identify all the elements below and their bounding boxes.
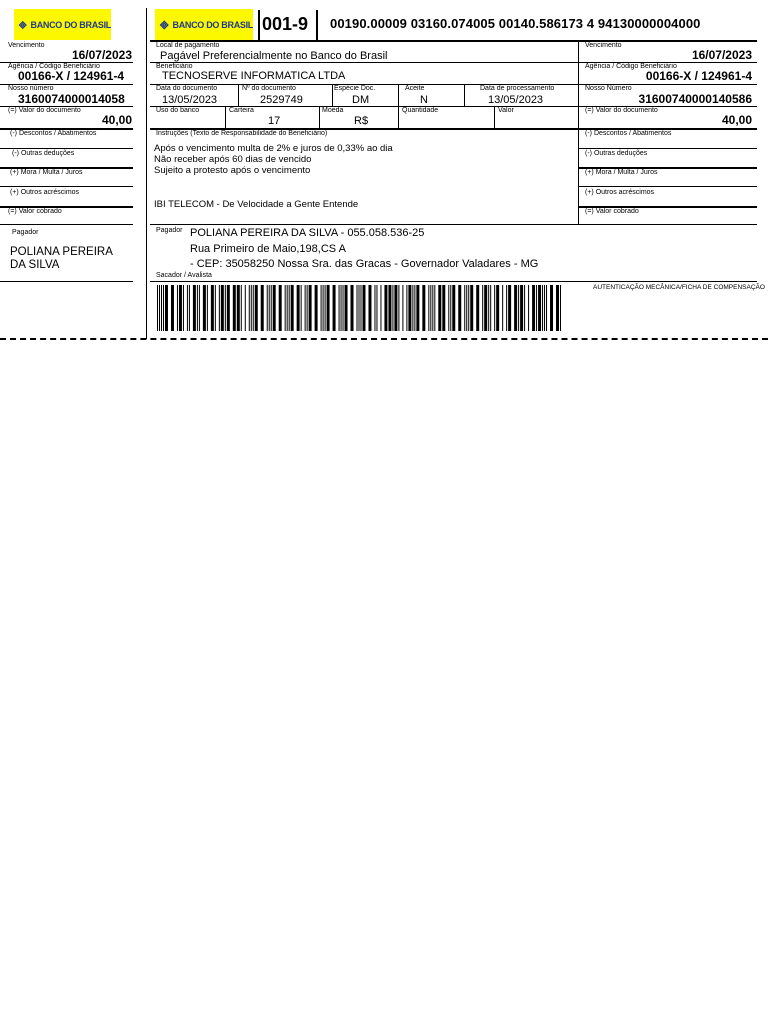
banco-do-brasil-logo-icon xyxy=(18,15,28,35)
side-vencimento: 16/07/2023 xyxy=(691,48,752,62)
barcode-bar xyxy=(524,285,525,331)
side-nosso-numero: 31600740000140586 xyxy=(638,92,752,106)
receipt-nosso-numero: 3160074000014058 xyxy=(18,92,125,106)
barcode-bar xyxy=(464,285,465,331)
barcode-bar xyxy=(245,285,246,331)
bank-logo-left xyxy=(14,9,111,40)
instrucao-line: Após o vencimento multa de 2% e juros de 0,33% ao dia xyxy=(154,143,393,154)
receipt-valor-doc: 40,00 xyxy=(101,113,132,127)
barcode-bar xyxy=(452,285,455,331)
barcode-bar xyxy=(432,285,433,331)
barcode-bar xyxy=(438,285,441,331)
barcode-bar xyxy=(225,285,226,331)
barcode-bar xyxy=(287,285,288,331)
especie-doc-label: Espécie Doc. xyxy=(334,85,376,92)
barcode-bar xyxy=(325,285,326,331)
barcode-bar xyxy=(392,285,393,331)
barcode-bar xyxy=(406,285,407,331)
aceite: N xyxy=(420,94,428,106)
num-doc: 2529749 xyxy=(260,94,303,106)
receipt-divider xyxy=(146,8,147,339)
bank-name: BANCO DO BRASIL xyxy=(172,19,253,30)
local-pagamento: Pagável Preferencialmente no Banco do Brasil xyxy=(160,50,388,62)
barcode-bar xyxy=(490,285,491,331)
barcode-bar xyxy=(279,285,282,331)
especie-doc: DM xyxy=(352,94,370,106)
barcode-bar xyxy=(269,285,270,331)
barcode-bar xyxy=(183,285,184,331)
receipt-valor-doc-label: (=) Valor do documento xyxy=(8,107,81,114)
bank-code: 001-9 xyxy=(262,14,309,34)
barcode-bar xyxy=(532,285,535,331)
barcode-bar xyxy=(321,285,322,331)
barcode-bar xyxy=(518,285,519,331)
barcode-bar xyxy=(233,285,236,331)
barcode-bar xyxy=(428,285,429,331)
barcode-bar xyxy=(488,285,489,331)
barcode-bar xyxy=(227,285,230,331)
receipt-pagador-line1: POLIANA PEREIRA xyxy=(10,246,113,258)
receipt-agencia-label: Agência / Código Beneficiário xyxy=(8,63,100,70)
barcode-bar xyxy=(179,285,182,331)
barcode-bar xyxy=(362,285,365,331)
side-outras-deducoes-label: (-) Outras deduções xyxy=(585,150,648,157)
receipt-vencimento-label: Vencimento xyxy=(8,42,45,49)
receipt-pagador-label: Pagador xyxy=(12,229,39,236)
barcode-bar xyxy=(550,285,553,331)
barcode-bar xyxy=(163,285,164,331)
sacador-label: Sacador / Avalista xyxy=(156,272,212,279)
side-agencia-label: Agência / Código Beneficiário xyxy=(585,63,677,70)
barcode-bar xyxy=(159,285,160,331)
autenticacao-label: AUTENTICAÇÃO MECÂNICA/FICHA DE COMPENSAÇÃO xyxy=(593,284,765,291)
barcode-bar xyxy=(388,285,391,331)
instrucao-line: Sujeito a protesto após o vencimento xyxy=(154,165,311,176)
barcode-bar xyxy=(171,285,174,331)
data-doc-label: Data do documento xyxy=(156,85,218,92)
aceite-label: Aceite xyxy=(405,85,425,92)
barcode-bar xyxy=(189,285,190,331)
barcode-bar xyxy=(556,285,559,331)
bank-logo-main xyxy=(155,9,253,40)
instrucao-line: Não receber após 60 dias de vencido xyxy=(154,154,312,165)
barcode-bar xyxy=(506,285,507,331)
barcode-bar xyxy=(255,285,258,331)
barcode-bar xyxy=(267,285,268,331)
barcode-bar xyxy=(253,285,254,331)
barcode-bar xyxy=(442,285,445,331)
slogan: IBI TELECOM - De Velocidade a Gente Entende xyxy=(154,199,359,210)
side-nosso-numero-label: Nosso Número xyxy=(585,85,632,92)
endereco-line1: Rua Primeiro de Maio,198,CS A xyxy=(190,243,346,255)
barcode-bar xyxy=(394,285,397,331)
receipt-pagador-line2: DA SILVA xyxy=(10,259,60,271)
valor-label: Valor xyxy=(498,107,514,114)
barcode-bar xyxy=(380,285,381,331)
barcode-bar xyxy=(309,285,312,331)
barcode-bar xyxy=(291,285,294,331)
data-proc-label: Data de processamento xyxy=(480,85,555,92)
receipt-valor-cobrado-label: (=) Valor cobrado xyxy=(8,208,62,215)
barcode-bar xyxy=(237,285,240,331)
banco-do-brasil-logo-icon xyxy=(159,15,170,35)
beneficiario-label: Beneficiário xyxy=(156,63,193,70)
side-mora-label: (+) Mora / Multa / Juros xyxy=(585,169,658,176)
barcode-bar xyxy=(249,285,250,331)
barcode-bar xyxy=(187,285,188,331)
side-valor-doc-label: (=) Valor do documento xyxy=(585,107,658,114)
barcode-bar xyxy=(476,285,479,331)
barcode-bar xyxy=(470,285,473,331)
barcode-bar xyxy=(494,285,495,331)
beneficiario: TECNOSERVE INFORMATICA LTDA xyxy=(162,70,346,82)
endereco-line2: - CEP: 35058250 Nossa Sra. das Gracas - Governador Valadares - MG xyxy=(190,258,539,270)
barcode-bar xyxy=(285,285,286,331)
instrucoes-label: Instruções (Texto de Responsabilidade do Beneficiário) xyxy=(156,130,328,137)
barcode-bar xyxy=(301,285,302,331)
barcode-bar xyxy=(508,285,511,331)
barcode-bar xyxy=(458,285,461,331)
barcode-bar xyxy=(408,285,411,331)
barcode-bar xyxy=(416,285,419,331)
barcode-bar xyxy=(384,285,387,331)
barcode-bar xyxy=(271,285,272,331)
receipt-descontos-label: (-) Descontos / Abatimentos xyxy=(10,130,97,137)
barcode-bar xyxy=(261,285,264,331)
barcode-bar xyxy=(482,285,483,331)
digitable-line: 00190.00009 03160.074005 00140.586173 4 94130000004000 xyxy=(330,16,701,31)
barcode-bar xyxy=(341,285,342,331)
barcode-bar xyxy=(161,285,162,331)
barcode-bar xyxy=(374,285,375,331)
receipt-agencia: 00166-X / 124961-4 xyxy=(18,69,125,83)
barcode-bar xyxy=(339,285,340,331)
moeda-label: Moeda xyxy=(322,107,344,114)
barcode-bar xyxy=(560,285,561,331)
data-proc: 13/05/2023 xyxy=(488,94,544,106)
local-label: Local de pagamento xyxy=(156,42,220,49)
carteira: 17 xyxy=(268,115,281,127)
barcode-bar xyxy=(434,285,435,331)
barcode-bar xyxy=(241,285,242,331)
barcode-bar xyxy=(466,285,467,331)
barcode-bar xyxy=(376,285,377,331)
barcode-bar xyxy=(305,285,306,331)
barcode-bar xyxy=(327,285,330,331)
pagador-label: Pagador xyxy=(156,227,183,234)
barcode-bar xyxy=(203,285,206,331)
barcode-bar xyxy=(450,285,451,331)
receipt-mora-label: (+) Mora / Multa / Juros xyxy=(10,169,83,176)
barcode-bar xyxy=(165,285,168,331)
barcode-bar xyxy=(538,285,541,331)
barcode-bar xyxy=(398,285,399,331)
barcode-bar xyxy=(289,285,290,331)
moeda: R$ xyxy=(354,115,369,127)
cut-line xyxy=(0,338,768,340)
barcode-bar xyxy=(368,285,371,331)
side-outros-acrescimos-label: (+) Outros acréscimos xyxy=(585,189,655,196)
barcode-bar xyxy=(359,285,360,331)
barcode-bar xyxy=(351,285,354,331)
barcode-bar xyxy=(422,285,425,331)
barcode-bar xyxy=(414,285,415,331)
barcode-bar xyxy=(251,285,252,331)
barcode-bar xyxy=(496,285,499,331)
barcode-bar xyxy=(544,285,545,331)
side-agencia: 00166-X / 124961-4 xyxy=(645,69,752,83)
barcode-bar xyxy=(333,285,336,331)
barcode-bar xyxy=(536,285,537,331)
carteira-label: Carteira xyxy=(229,107,254,114)
pagador: POLIANA PEREIRA DA SILVA - 055.058.536-25 xyxy=(190,227,425,239)
barcode-bar xyxy=(199,285,200,331)
barcode-bar xyxy=(520,285,523,331)
receipt-outros-acrescimos-label: (+) Outros acréscimos xyxy=(10,189,80,196)
barcode-bar xyxy=(177,285,178,331)
barcode-bar xyxy=(307,285,308,331)
barcode-bar xyxy=(315,285,318,331)
receipt-outras-deducoes-label: (-) Outras deduções xyxy=(12,150,75,157)
barcode-bar xyxy=(343,285,344,331)
side-descontos-label: (-) Descontos / Abatimentos xyxy=(585,130,672,137)
barcode-bar xyxy=(207,285,208,331)
quantidade-label: Quantidade xyxy=(402,107,439,114)
barcode-bar xyxy=(211,285,214,331)
barcode-bar xyxy=(502,285,503,331)
receipt-nosso-numero-label: Nosso número xyxy=(8,85,54,92)
barcode-bar xyxy=(430,285,431,331)
bank-name: BANCO DO BRASIL xyxy=(30,19,111,30)
data-doc: 13/05/2023 xyxy=(162,94,218,106)
barcode-bar xyxy=(345,285,348,331)
num-doc-label: Nº do documento xyxy=(242,85,296,92)
side-valor-doc: 40,00 xyxy=(721,113,752,127)
barcode-bar xyxy=(528,285,529,331)
barcode-bar xyxy=(157,285,158,331)
barcode-bar xyxy=(197,285,198,331)
barcode-bar xyxy=(468,285,469,331)
barcode-bar xyxy=(412,285,413,331)
barcode-bar xyxy=(542,285,543,331)
barcode-bar xyxy=(323,285,324,331)
barcode-bar xyxy=(361,285,362,331)
barcode-bar xyxy=(193,285,196,331)
barcode xyxy=(157,285,561,331)
barcode-bar xyxy=(357,285,358,331)
uso-banco-label: Uso do banco xyxy=(156,107,200,114)
barcode-bar xyxy=(484,285,487,331)
receipt-vencimento: 16/07/2023 xyxy=(71,48,132,62)
barcode-bar xyxy=(514,285,517,331)
barcode-bar xyxy=(546,285,547,331)
barcode-bar xyxy=(297,285,300,331)
barcode-bar xyxy=(219,285,220,331)
side-valor-cobrado-label: (=) Valor cobrado xyxy=(585,208,639,215)
barcode-bar xyxy=(221,285,224,331)
barcode-bar xyxy=(448,285,449,331)
barcode-bar xyxy=(402,285,403,331)
barcode-bar xyxy=(273,285,276,331)
side-vencimento-label: Vencimento xyxy=(585,42,622,49)
barcode-bar xyxy=(215,285,216,331)
